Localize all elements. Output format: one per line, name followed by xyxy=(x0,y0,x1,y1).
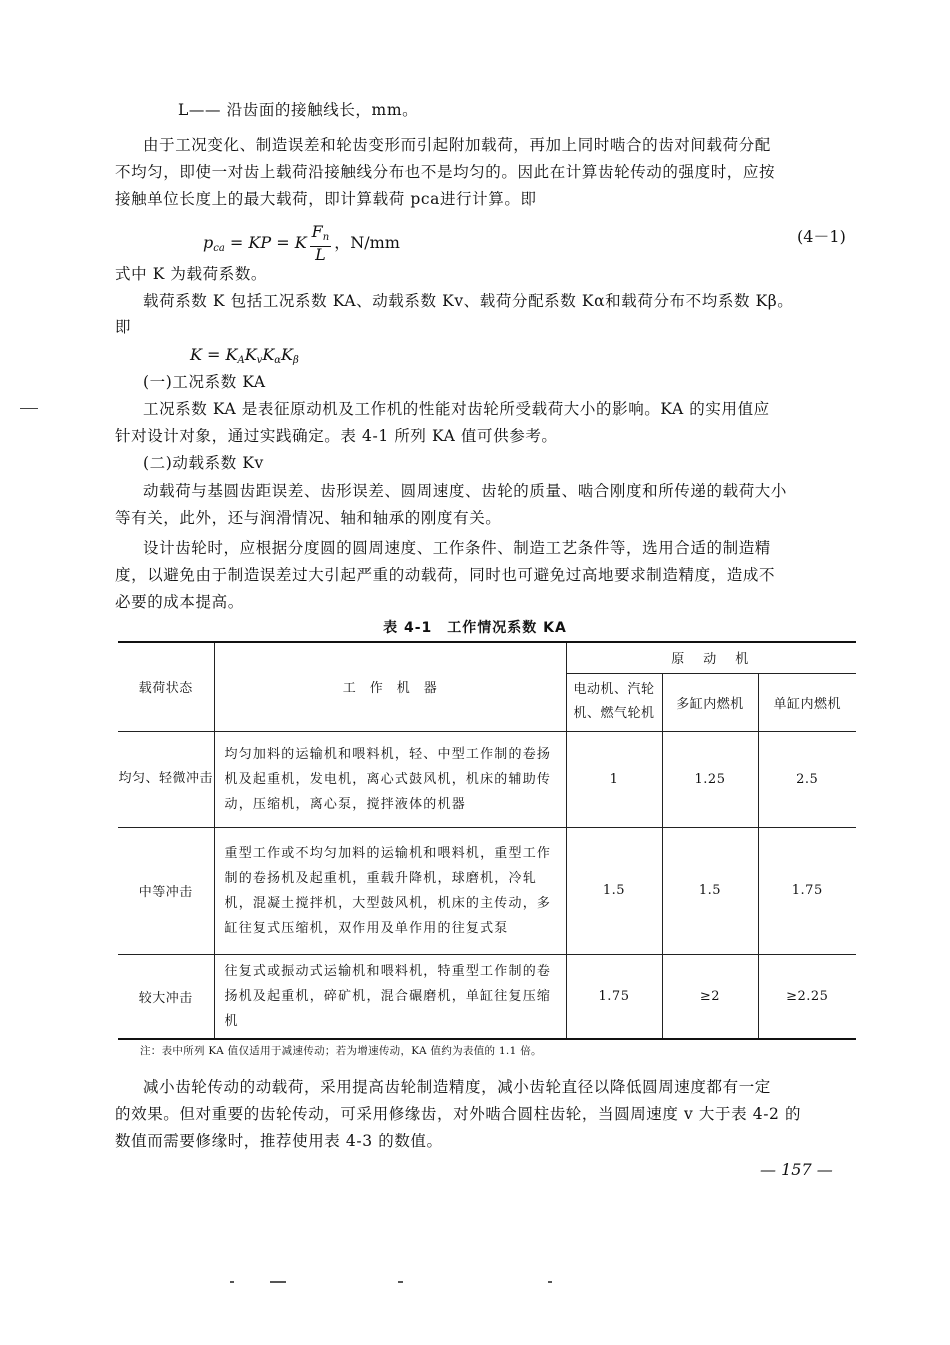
paragraph-1-line-1: 由于工况变化、制造误差和轮齿变形而引起附加载荷，再加上同时啮合的齿对间载荷分配 xyxy=(143,136,771,154)
paragraph-6-line-3: 必要的成本提高。 xyxy=(115,593,244,611)
paragraph-7-line-2: 的效果。但对重要的齿轮传动，可采用修缘齿，对外啮合圆柱齿轮，当圆周速度 v 大于表 4-2 的 xyxy=(115,1105,802,1123)
load-state-cell: 均匀、轻微冲击 xyxy=(118,731,214,827)
paragraph-1-line-2: 不均匀，即使一对齿上载荷沿接触线分布也不是均匀的。因此在计算齿轮传动的强度时，应按 xyxy=(115,163,776,181)
table-row xyxy=(118,731,856,827)
value-cell: ≥2 xyxy=(662,954,758,1039)
paragraph-6-line-1: 设计齿轮时，应根据分度圆的圆周速度、工作条件、制造工艺条件等，选用合适的制造精 xyxy=(143,539,771,557)
value-cell: ≥2.25 xyxy=(758,954,856,1039)
table-note: 注：表中所列 KA 值仅适用于减速传动；若为增速传动，KA 值约为表值的 1.1 倍。 xyxy=(140,1045,542,1057)
formula-K-product: $K = K_AK_vK_\alpha K_\beta$ xyxy=(190,345,299,366)
formula-number: (4－1) xyxy=(797,227,846,246)
section-heading-2: (二)动载系数 Kv xyxy=(143,454,264,472)
machine-cell: 均匀加料的运输机和喂料机，轻、中型工作制的卷扬机及起重机，发电机，离心式鼓风机，机床的辅助传动，压缩机，离心泵，搅拌液体的机器 xyxy=(214,731,566,827)
scan-specks xyxy=(230,1280,560,1284)
header-col-multi-cylinder: 多缸内燃机 xyxy=(662,673,758,731)
paragraph-2: 式中 K 为载荷系数。 xyxy=(115,265,268,283)
load-state-cell: 中等冲击 xyxy=(118,827,214,954)
section-heading-1: (一)工况系数 KA xyxy=(143,373,266,391)
header-col-single-cylinder: 单缸内燃机 xyxy=(758,673,856,731)
paragraph-3-line-1: 载荷系数 K 包括工况系数 KA、动载系数 Kv、载荷分配系数 Kα和载荷分布不均系数 Kβ。 xyxy=(143,292,794,310)
paragraph-4-line-2: 针对设计对象，通过实践确定。表 4-1 所列 KA 值可供参考。 xyxy=(115,427,558,445)
load-state-cell: 较大冲击 xyxy=(118,954,214,1039)
value-cell: 2.5 xyxy=(758,731,856,827)
paragraph-6-line-2: 度，以避免由于制造误差过大引起严重的动载荷，同时也可避免过高地要求制造精度，造成不 xyxy=(115,566,776,584)
machine-cell: 往复式或振动式运输机和喂料机，特重型工作制的卷扬机及起重机，碎矿机，混合碾磨机，单缸往复压缩机 xyxy=(214,954,566,1039)
machine-cell: 重型工作或不均匀加料的运输机和喂料机，重型工作制的卷扬机及起重机，重载升降机，球磨机，冷轧机，混凝土搅拌机，大型鼓风机，机床的主传动，多缸往复式压缩机，双作用及单作用的往复式泵 xyxy=(214,827,566,954)
value-cell: 1.75 xyxy=(758,827,856,954)
paragraph-5-line-2: 等有关，此外，还与润滑情况、轴和轴承的刚度有关。 xyxy=(115,509,502,527)
work-condition-coefficient-table xyxy=(118,641,856,1040)
paragraph-3-line-2: 即 xyxy=(115,318,132,336)
definition-L: L—— 沿齿面的接触线长，mm。 xyxy=(178,101,419,119)
margin-mark xyxy=(20,408,38,409)
header-prime-mover: 原 动 机 xyxy=(566,642,856,673)
table-row xyxy=(118,954,856,1039)
header-col-electric: 电动机、汽轮机、燃气轮机 xyxy=(566,673,662,731)
value-cell: 1.25 xyxy=(662,731,758,827)
table-header-row-1 xyxy=(118,642,856,673)
paragraph-7-line-1: 减小齿轮传动的动载荷，采用提高齿轮制造精度，减小齿轮直径以降低圆周速度都有一定 xyxy=(143,1078,771,1096)
value-cell: 1.5 xyxy=(566,827,662,954)
header-working-machine: 工 作 机 器 xyxy=(214,642,566,731)
table-caption: 表 4-1 工作情况系数 KA xyxy=(383,620,567,636)
page-number: — 157 — xyxy=(760,1160,833,1179)
paragraph-5-line-1: 动载荷与基圆齿距误差、齿形误差、圆周速度、齿轮的质量、啮合刚度和所传递的载荷大小 xyxy=(143,482,788,500)
value-cell: 1.5 xyxy=(662,827,758,954)
paragraph-4-line-1: 工况系数 KA 是表征原动机及工作机的性能对齿轮所受载荷大小的影响。KA 的实用值应 xyxy=(143,400,770,418)
table-row xyxy=(118,827,856,954)
value-cell: 1 xyxy=(566,731,662,827)
fraction-Fn-over-L: $\frac{F_n}{L}$ xyxy=(311,222,330,264)
value-cell: 1.75 xyxy=(566,954,662,1039)
header-load-state: 载荷状态 xyxy=(118,642,214,731)
paragraph-1-line-3: 接触单位长度上的最大载荷，即计算载荷 pca进行计算。即 xyxy=(115,190,537,208)
formula-4-1: $p_{ca}$ = KP = K $\frac{F_n}{L}$ ，N/mm xyxy=(203,222,400,264)
paragraph-7-line-3: 数值而需要修缘时，推荐使用表 4-3 的数值。 xyxy=(115,1132,443,1150)
